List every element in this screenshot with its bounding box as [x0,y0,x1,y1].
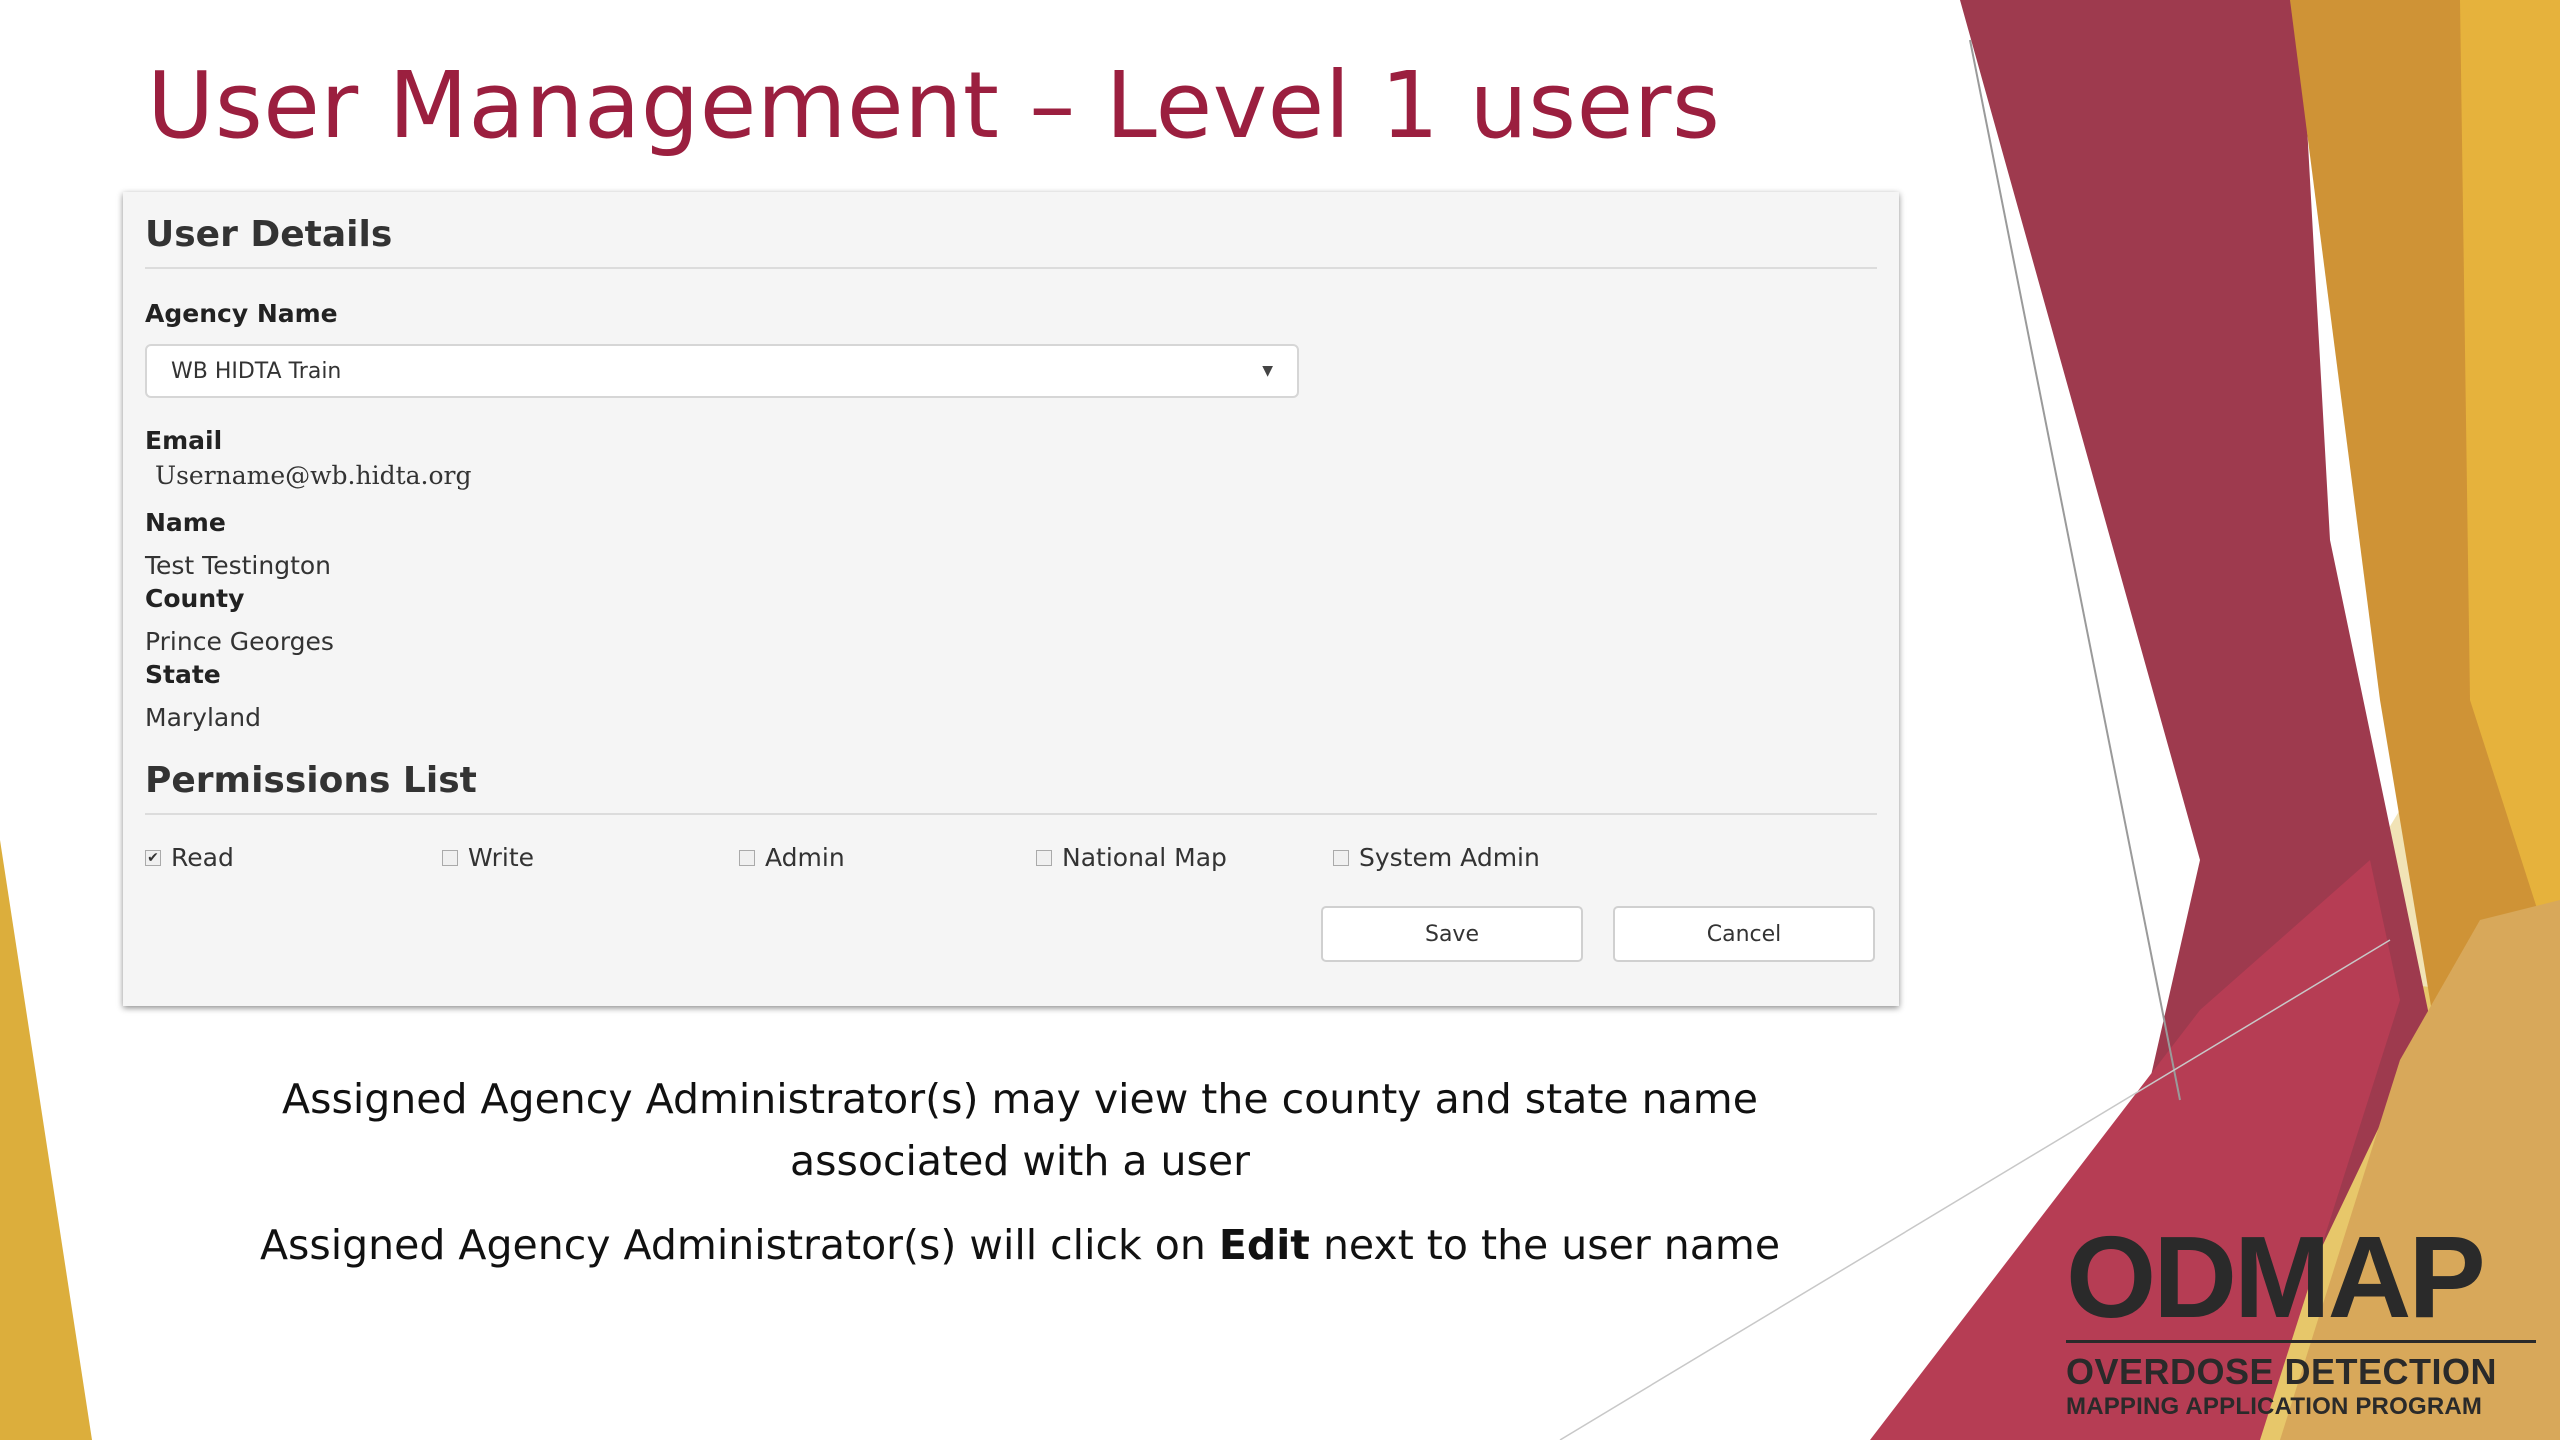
save-button[interactable]: Save [1321,906,1583,962]
caption-suffix: next to the user name [1309,1221,1781,1269]
permissions-heading: Permissions List [145,760,477,801]
permissions-list [145,843,1877,872]
checkbox-write[interactable] [442,850,458,866]
name-value: Test Testington [145,551,332,580]
checkbox-admin[interactable] [739,850,755,866]
checkbox-national-map[interactable] [1036,850,1052,866]
name-label: Name [145,508,226,537]
user-details-panel [123,192,1899,1006]
agency-name-label: Agency Name [145,299,338,328]
logo-subtitle-1: OVERDOSE DETECTION [2066,1340,2536,1393]
permission-label: Read [171,843,234,872]
caption-click-edit [200,1214,1840,1276]
logo-wordmark: ODMAP [2066,1212,2483,1342]
cancel-button[interactable]: Cancel [1613,906,1875,962]
checkbox-read[interactable]: ✔ [145,850,161,866]
divider [145,813,1877,815]
permission-write[interactable] [442,843,739,872]
state-value: Maryland [145,703,261,732]
permission-national-map[interactable] [1036,843,1333,872]
user-details-heading: User Details [145,214,393,255]
caption-view-info: Assigned Agency Administrator(s) may view the county and state name associated with a user [282,1075,1758,1185]
divider [145,267,1877,269]
logo-subtitle-2: MAPPING APPLICATION PROGRAM [2066,1393,2483,1420]
odmap-logo [2066,1212,2536,1421]
deco-left-gold [0,840,92,1440]
permission-admin[interactable] [739,843,1036,872]
permission-label: National Map [1062,843,1227,872]
chevron-down-icon: ▼ [1262,363,1273,379]
slide-title: User Management – Level 1 users [147,52,1721,159]
county-value: Prince Georges [145,627,334,656]
permission-label: System Admin [1359,843,1540,872]
state-label: State [145,660,221,689]
agency-select[interactable] [145,344,1299,398]
permission-read[interactable] [145,843,442,872]
caption-prefix: Assigned Agency Administrator(s) will click on [259,1221,1219,1269]
county-label: County [145,584,245,613]
agency-select-value: WB HIDTA Train [171,358,342,384]
caption-edit-bold: Edit [1218,1221,1310,1269]
permission-label: Admin [765,843,845,872]
permission-system-admin[interactable] [1333,843,1630,872]
permission-label: Write [468,843,535,872]
email-label: Email [145,426,223,455]
email-value: Username@wb.hidta.org [155,461,472,490]
checkbox-system-admin[interactable] [1333,850,1349,866]
form-actions [1321,906,1875,962]
